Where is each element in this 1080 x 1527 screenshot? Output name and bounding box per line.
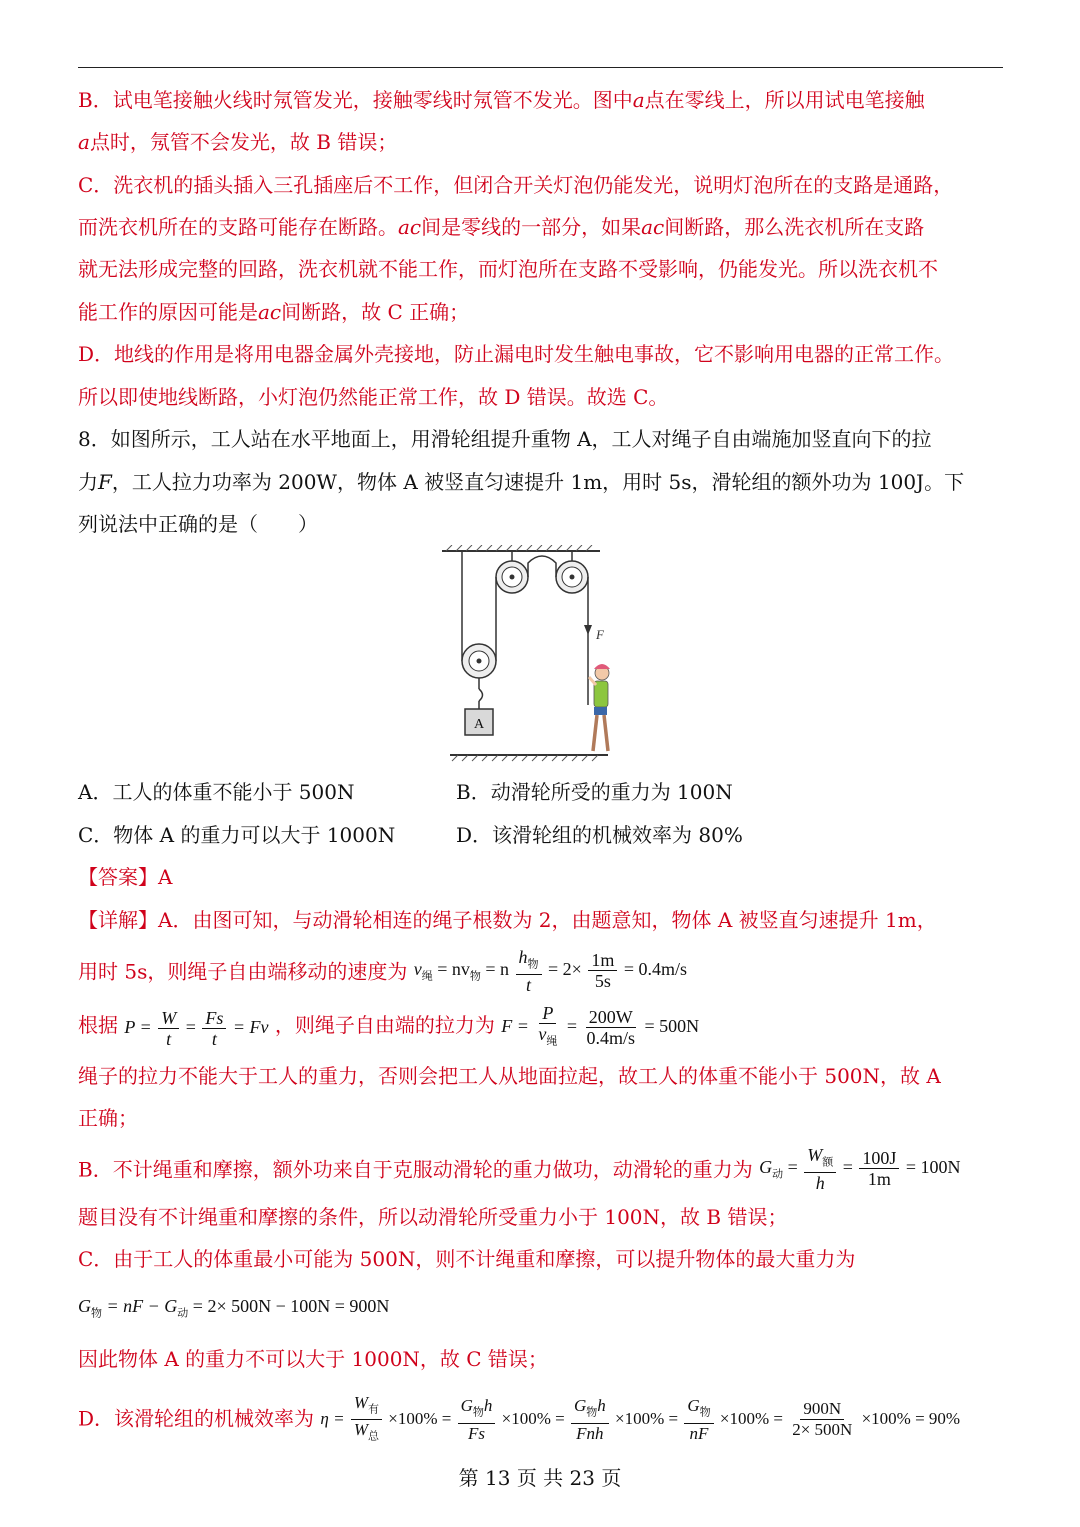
answer-label: 【答案】 <box>78 865 158 889</box>
detail-line <box>78 1142 961 1192</box>
question-line <box>78 469 964 495</box>
detail-line: 因此物体 A 的重力不可以大于 1000N，故 C 错误； <box>78 1347 548 1371</box>
answer-line <box>78 864 172 890</box>
text-line: 就无法形成完整的回路，洗衣机就不能工作，而灯泡所在支路不受影响，仍能发光。所以洗衣机不 <box>78 257 938 281</box>
detail-label: 【详解】 <box>78 908 158 932</box>
italic-a: a <box>78 130 90 154</box>
italic-ac: ac <box>258 300 282 324</box>
detail-line: 绳子的拉力不能大于工人的重力，否则会把工人从地面拉起，故工人的体重不能小于 500N，故 A <box>78 1064 941 1088</box>
italic-ac: ac <box>641 215 665 239</box>
force-formula: F = $\frac{P}{v_绳}$ = $\frac{200W}{0.4m/s}$ = 500N <box>501 1003 700 1049</box>
force-arrow <box>584 625 592 635</box>
text-line <box>78 87 925 113</box>
text: 间断路，故 C 正确； <box>281 300 470 324</box>
block-a-label: A <box>473 717 485 732</box>
detail-line <box>78 1000 699 1050</box>
text: A．由图可知，与动滑轮相连的绳子根数为 2，由题意知，物体 A 被竖直匀速提升 1m， <box>158 908 937 932</box>
text: D．该滑轮组的机械效率为 <box>78 1406 315 1431</box>
max-weight-formula: $G_物$ = nF − $G_动 = 2\times 500N - 100N = 900N$ <box>78 1296 390 1320</box>
text: ，工人拉力功率为 200W，物体 A 被竖直匀速提升 1m，用时 5s，滑轮组的额外功为 100J。下 <box>111 470 965 494</box>
text: 根据 <box>78 1013 118 1037</box>
option-c: C．物体 A 的重力可以大于 1000N <box>78 823 396 847</box>
option-d: D．该滑轮组的机械效率为 80% <box>456 823 743 847</box>
pulley-figure <box>440 545 610 767</box>
text: ，则绳子自由端的拉力为 <box>274 1013 495 1037</box>
detail-line: 题目没有不计绳重和摩擦的条件，所以动滑轮所受重力小于 100N，故 B 错误； <box>78 1205 788 1229</box>
worker-figure <box>589 664 610 751</box>
italic-a: a <box>632 88 645 112</box>
detail-line: C．由于工人的体重最小可能为 500N，则不计绳重和摩擦，可以提升物体的最大重力为 <box>78 1247 856 1271</box>
detail-line <box>78 1393 960 1443</box>
text: 点在零线上，所以用试电笔接触 <box>644 88 925 112</box>
text-line: D．地线的作用是将用电器金属外壳接地，防止漏电时发生触电事故，它不影响用电器的正常工作。 <box>78 342 955 366</box>
pulley-weight-formula: $G_动$ = $\frac{W_额}{h}$ = $\frac{100J}{1m}$ = 100N <box>759 1144 961 1194</box>
text: 点时，氖管不会发光，故 B 错误； <box>89 130 398 154</box>
text: B．试电笔接触火线时氖管发光，接触零线时氖管不发光。图中 <box>78 88 633 112</box>
text-line <box>78 129 397 155</box>
header-rule <box>78 67 1003 68</box>
text-line <box>78 214 924 240</box>
question-line: 列说法中正确的是（ ） <box>78 512 318 536</box>
page-footer: 第 13 页 共 23 页 <box>458 1466 622 1490</box>
option-b: B．动滑轮所受的重力为 100N <box>456 780 733 804</box>
answer-value: A <box>158 865 173 889</box>
italic-ac: ac <box>398 215 422 239</box>
efficiency-formula: η = $\frac{W_有}{W_总}$ ×100% = $\frac{G_物h}{Fs}$ ×100% = $\frac{G_物h}{\text{Fnh}}$ ×100% = $\frac{G_物}{nF}$ ×100% = $\frac{900N}{2\times 500N}$ ×100% = 90% <box>320 1393 961 1443</box>
text: 间断路，那么洗衣机所在支路 <box>664 215 925 239</box>
text: 能工作的原因可能是 <box>78 300 258 324</box>
detail-line: 正确； <box>78 1106 138 1130</box>
question-line: 8．如图所示，工人站在水平地面上，用滑轮组提升重物 A，工人对绳子自由端施加竖直向下的拉 <box>78 427 932 451</box>
force-label: F <box>596 627 604 642</box>
detail-line <box>78 944 687 994</box>
text-line <box>78 299 469 325</box>
text: 力 <box>78 470 98 494</box>
text: 而洗衣机所在的支路可能存在断路。 <box>78 215 398 239</box>
italic-F: F <box>98 470 112 494</box>
text-line: 所以即使地线断路，小灯泡仍然能正常工作，故 D 错误。故选 C。 <box>78 385 669 409</box>
text: 用时 5s，则绳子自由端移动的速度为 <box>78 959 408 984</box>
velocity-formula: $v_绳 = nv_物 = n$ $\frac{h_物}{t}$ = 2× $\frac{1m}{5s}$ = 0.4m/s <box>413 946 688 996</box>
power-formula: P = $\frac{W}{t}$ = $\frac{Fs}{t}$ = Fv <box>124 1007 269 1049</box>
text: 间是零线的一部分，如果 <box>421 215 642 239</box>
option-a: A．工人的体重不能小于 500N <box>78 780 355 804</box>
detail-line <box>78 1293 389 1327</box>
detail-line <box>78 907 937 933</box>
text: B．不计绳重和摩擦，额外功来自于克服动滑轮的重力做功，动滑轮的重力为 <box>78 1157 753 1182</box>
text-line: C．洗衣机的插头插入三孔插座后不工作，但闭合开关灯泡仍能发光，说明灯泡所在的支路是通路， <box>78 173 954 197</box>
